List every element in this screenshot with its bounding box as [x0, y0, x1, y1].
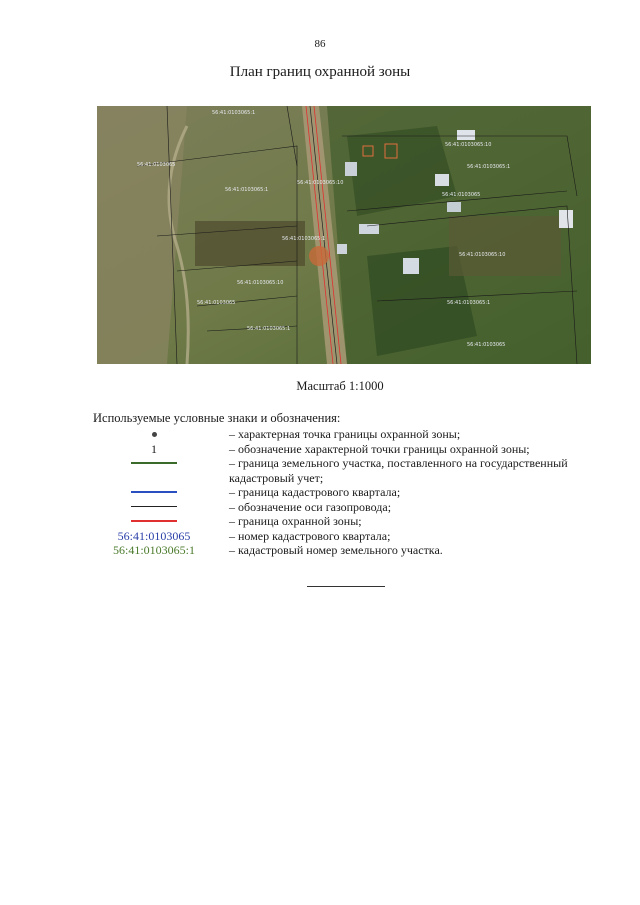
page-number: 86 [314, 38, 326, 50]
legend-symbol [93, 529, 215, 544]
map-parcel-label: 56:41:0103065:10 [297, 180, 344, 186]
map-parcel-label: 56:41:0103065 [197, 300, 236, 306]
legend [93, 427, 603, 558]
map-parcel-label: 56:41:0103065:1 [282, 236, 326, 242]
legend-symbol [93, 427, 215, 442]
legend-symbol-text: 56:41:0103065 [117, 528, 191, 543]
legend-item [93, 514, 603, 529]
legend-description: – обозначение характерной точки границы охранной зоны; [229, 441, 530, 456]
legend-description: – граница земельного участка, поставленного на государственный кадастровый учет; [229, 456, 568, 485]
legend-item [93, 442, 603, 457]
legend-description: – обозначение оси газопровода; [229, 499, 392, 514]
legend-item [93, 427, 603, 442]
map-parcel-label: 56:41:0103065:1 [467, 164, 511, 170]
map-parcel-label: 56:41:0103065:1 [225, 187, 269, 193]
legend-item [93, 543, 603, 558]
legend-description: – номер кадастрового квартала; [229, 528, 391, 543]
legend-symbol [93, 456, 215, 471]
legend-symbol [93, 514, 215, 529]
map-parcel-label: 56:41:0103065 [467, 342, 506, 348]
map-parcel-label: 56:41:0103065:10 [445, 142, 492, 148]
legend-description: – кадастровый номер земельного участка. [229, 543, 443, 557]
legend-item [93, 485, 603, 500]
map-parcel-label: 56:41:0103065:1 [212, 110, 256, 116]
legend-heading: Используемые условные знаки и обозначения: [93, 411, 341, 425]
footer-rule [307, 586, 385, 587]
legend-item [93, 529, 603, 544]
legend-symbol [93, 442, 215, 457]
legend-line-icon [131, 506, 177, 507]
boundary-point-icon [152, 432, 157, 437]
map-parcel-label: 56:41:0103065:1 [447, 300, 491, 306]
legend-line-icon [131, 462, 177, 464]
map-parcel-label: 56:41:0103065 [442, 192, 481, 198]
legend-line-icon [131, 491, 177, 493]
legend-description: – характерная точка границы охранной зоны; [229, 427, 461, 441]
legend-line-icon [131, 520, 177, 522]
map-image [97, 106, 591, 364]
map-parcel-label: 56:41:0103065:10 [459, 252, 506, 258]
legend-symbol [93, 500, 215, 515]
map-parcel-label: 56:41:0103065 [137, 162, 176, 168]
legend-description: – граница кадастрового квартала; [229, 485, 401, 499]
scale-label: Масштаб 1:1000 [296, 379, 384, 393]
legend-symbol-text: 56:41:0103065:1 [112, 543, 195, 557]
legend-symbol [93, 543, 215, 558]
legend-item [93, 456, 603, 485]
map-parcel-label: 56:41:0103065:1 [247, 326, 291, 332]
legend-description: – граница охранной зоны; [229, 514, 362, 528]
legend-symbol-text: 1 [151, 441, 157, 456]
map-parcel-label: 56:41:0103065:10 [237, 280, 284, 286]
satellite-map [97, 106, 591, 364]
page-title: План границ охранной зоны [229, 64, 411, 80]
legend-symbol [93, 485, 215, 500]
legend-item [93, 500, 603, 515]
